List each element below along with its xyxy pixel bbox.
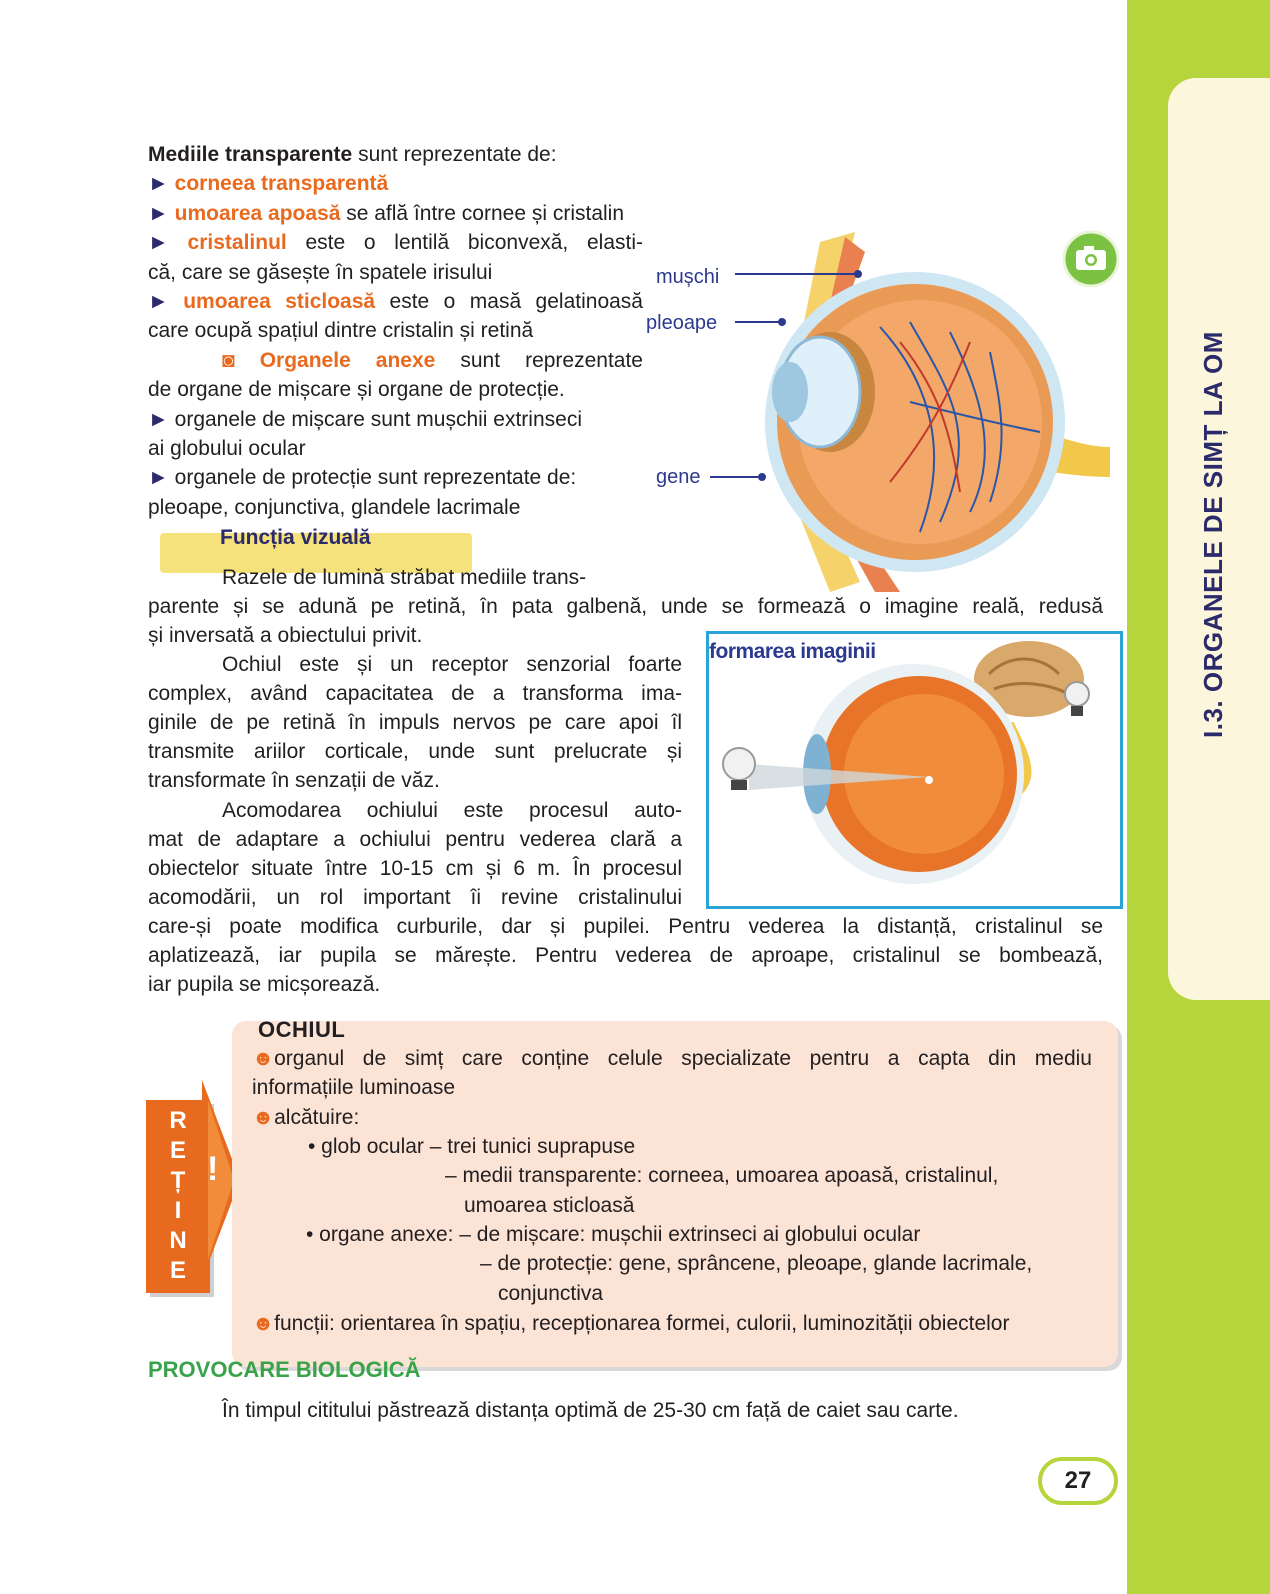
retine-letter: R [169, 1107, 187, 1134]
intro-line: ► organele de protecție sunt reprezentate de: [148, 466, 577, 489]
intro-line: ► cristalinul este o lentilă biconvexă, elasti- [148, 231, 644, 254]
challenge-title: PROVOCARE BIOLOGICĂ [148, 1357, 421, 1382]
summary-line: ☻funcții: orientarea în spațiu, recepționarea formei, culorii, luminozității obiectelor [252, 1312, 1010, 1335]
image-formation-figure [706, 631, 1123, 909]
body-line: Acomodarea ochiului este procesul auto- [222, 799, 682, 822]
body-line: transmite ariilor corticale, unde sunt prelucrate și [148, 740, 682, 763]
intro-line: ► corneea transparentă [148, 172, 389, 195]
intro-line: care ocupă spațiul dintre cristalin și retină [148, 319, 534, 342]
body-line: parente și se adună pe retină, în pata galbenă, unde se formează o imagine reală, redusă [148, 595, 1103, 618]
summary-line: informațiile luminoase [252, 1076, 456, 1099]
retine-letter: N [169, 1227, 187, 1254]
summary-line: conjunctiva [498, 1282, 604, 1305]
body-line: acomodării, un rol important îi revine cristalinului [148, 886, 682, 909]
intro-line: ◙ Organele anexe sunt reprezentate [222, 349, 643, 372]
body-line: complex, având capacitatea de a transforma ima- [148, 682, 682, 705]
summary-line: • organe anexe: – de mișcare: mușchii extrinseci ai globului ocular [306, 1223, 921, 1246]
intro-line: Mediile transparente sunt reprezentate de: [148, 143, 557, 166]
body-line: transformate în senzații de văz. [148, 769, 440, 792]
body-line: Ochiul este și un receptor senzorial foarte [222, 653, 682, 676]
intro-line: ► umoarea sticloasă este o masă gelatinoasă [148, 290, 643, 313]
figure-title: formarea imaginii [709, 640, 876, 663]
body-line: aplatizează, iar pupila se mărește. Pentru vederea de aproape, cristalinul se bombează, [148, 944, 1103, 967]
retine-letter: Ț [170, 1167, 186, 1194]
image-formation-drawing [709, 634, 1120, 906]
body-line: Razele de lumină străbat mediile trans- [222, 566, 587, 589]
body-line: iar pupila se micșorează. [148, 973, 381, 996]
body-line: și inversată a obiectului privit. [148, 624, 423, 647]
label-pleoape: pleoape [646, 312, 718, 334]
eye-anatomy-illustration [650, 232, 1126, 592]
intro-line: ai globului ocular [148, 437, 306, 460]
summary-title: OCHIUL [258, 1017, 346, 1042]
summary-line: ☻alcătuire: [252, 1106, 360, 1129]
challenge-text: În timpul cititului păstrează distanța optimă de 25-30 cm față de caiet sau carte. [222, 1399, 959, 1422]
intro-line: ► organele de mișcare sunt mușchii extrinseci [148, 408, 582, 431]
exclamation-icon: ! [207, 1150, 219, 1188]
retine-letter: I [174, 1197, 182, 1224]
intro-line: pleoape, conjunctiva, glandele lacrimale [148, 496, 521, 519]
summary-line: – de protecție: gene, sprâncene, pleoape, glande lacrimale, [480, 1252, 1033, 1275]
section-title: Funcția vizuală [220, 526, 371, 549]
label-muschi: mușchi [656, 266, 720, 288]
summary-line: • glob ocular – trei tunici suprapuse [308, 1135, 636, 1158]
intro-line: de organe de mișcare și organe de protecție. [148, 378, 565, 401]
intro-line: ► umoarea apoasă se află între cornee și cristalin [148, 202, 625, 225]
body-line: care-și poate modifica curburile, dar și pupilei. Pentru vederea la distanță, cristalinul se [148, 915, 1103, 938]
summary-line: ☻organul de simț care conține celule specializate pentru a capta din mediu [252, 1047, 1092, 1070]
chapter-title: I.3. ORGANELE DE SIMȚ LA OM [1198, 331, 1228, 738]
summary-line: umoarea sticloasă [464, 1194, 635, 1217]
intro-line: că, care se găsește în spatele irisului [148, 261, 493, 284]
label-gene: gene [656, 466, 701, 488]
body-line: ginile de pe retină în impuls nervos pe care apoi îl [148, 711, 682, 734]
summary-line: – medii transparente: corneea, umoarea apoasă, cristalinul, [445, 1164, 999, 1187]
body-line: obiectelor situate între 10-15 cm și 6 m. În procesul [148, 857, 682, 880]
body-line: mat de adaptare a ochiului pentru vederea clară a [148, 828, 682, 851]
page-number: 27 [1038, 1457, 1118, 1505]
retine-letter: E [169, 1257, 186, 1284]
retine-letter: E [169, 1137, 186, 1164]
